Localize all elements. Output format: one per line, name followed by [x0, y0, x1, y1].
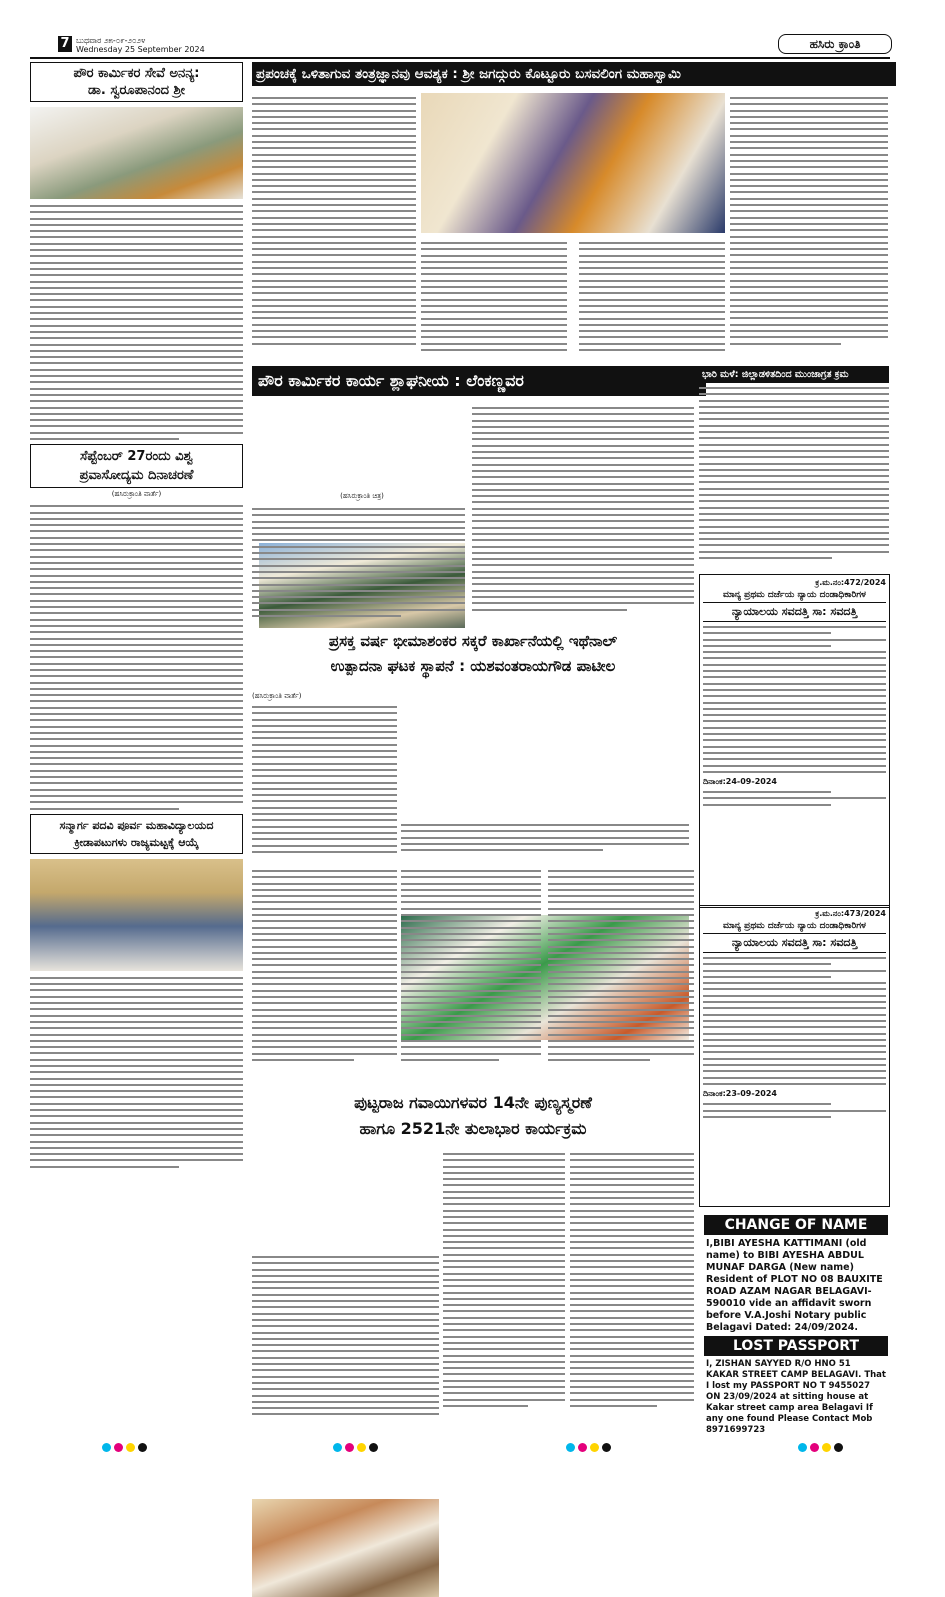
court-notice-2	[699, 905, 890, 1207]
left-headline-2-line2: ಪ್ರವಾಸೋದ್ಯಮ ದಿನಾಚರಣೆ	[79, 468, 194, 484]
left-headline-3-line2: ಕ್ರೀಡಾಪಟುಗಳು ರಾಜ್ಯಮಟ್ಟಕ್ಕೆ ಆಯ್ಕೆ	[74, 835, 199, 849]
photo-sports-students	[30, 859, 243, 971]
notice1-court: ಮಾನ್ಯ ಪ್ರಥಮ ದರ್ಜೆಯ ನ್ಯಾಯ ದಂಡಾಧಿಕಾರಿಗಳ	[723, 590, 866, 600]
left-article-3-body	[30, 977, 243, 1168]
top-article-col-2	[421, 238, 725, 358]
rain-article	[699, 366, 889, 571]
left-headline-3-line1: ಸನ್ಮಾರ್ಗ ಪದವಿ ಪೂರ್ವ ಮಹಾವಿದ್ಯಾಲಯದ	[59, 818, 214, 832]
left-headline-1	[30, 62, 243, 102]
left-article-1-body	[30, 205, 243, 440]
photo-caption-shlaghaneeya: (ಹಸಿರುಕ್ರಾಂತಿ ಚಿತ್ರ)	[340, 492, 384, 500]
left-article-2-body	[30, 505, 243, 809]
court-notice-1	[699, 574, 890, 908]
ethanol-body-3	[252, 866, 397, 1081]
headline-shlaghaneeya: ಪೌರ ಕಾರ್ಮಿಕರ ಕಾರ್ಯ ಶ್ಲಾಘನೀಯ : ಲೆಂಕಣ್ಣವರ	[252, 366, 706, 396]
registration-marks-center-right	[566, 1443, 611, 1452]
left-dateline-2: (ಹಸಿರುಕ್ರಾಂತಿ ವಾರ್ತೆ)	[111, 490, 162, 499]
headline-ethanol	[252, 627, 694, 687]
left-headline-1-line2: ಡಾ. ಸ್ವರೂಪಾನಂದ ಶ್ರೀ	[87, 83, 185, 98]
headline-ethanol-line2: ಉತ್ಪಾದನಾ ಘಟಕ ಸ್ಥಾಪನೆ : ಯಶವಂತರಾಯಗೌಡ ಪಾಟೀಲ	[330, 657, 616, 675]
shlaghaneeya-body-1	[252, 504, 465, 624]
change-of-name-notice	[704, 1215, 888, 1335]
left-column	[30, 62, 243, 1437]
header-rule	[30, 57, 890, 59]
shlaghaneeya-body-2	[472, 403, 694, 623]
lost-passport-body: I, ZISHAN SAYYED R/O HNO 51 KAKAR STREET CAMP BELAGAVI. That I lost my PASSPORT NO T 9455027 ON 23/09/2024 at sitting house at Kakar street camp area Belagavi If any one found Please Contact Mob 8971699723	[706, 1359, 886, 1435]
headline-ethanol-line1: ಪ್ರಸಕ್ತ ವರ್ಷ ಭೀಮಾಶಂಕರ ಸಕ್ಕರೆ ಕಾರ್ಖಾನೆಯಲ್ಲಿ ಇಥೆನಾಲ್	[328, 632, 618, 650]
page-number: 7	[58, 36, 72, 52]
rain-headline: ಭಾರಿ ಮಳೆ: ಜಿಲ್ಲಾಡಳಿತದಿಂದ ಮುಂಜಾಗ್ರತ ಕ್ರಮ	[699, 366, 889, 383]
lost-passport-title: LOST PASSPORT	[704, 1336, 888, 1356]
registration-marks-center	[333, 1443, 378, 1452]
notice2-date: ದಿನಾಂಕ:23-09-2024	[703, 1089, 777, 1099]
page-header	[0, 0, 945, 60]
left-headline-2	[30, 444, 243, 488]
notice1-title: ನ್ಯಾಯಾಲಯ ಸವದತ್ತಿ ಸಾ: ಸವದತ್ತಿ	[703, 602, 886, 622]
top-banner-headline: ಪ್ರಪಂಚಕ್ಕೆ ಒಳಿತಾಗುವ ತಂತ್ರಜ್ಞಾನವು ಆವಶ್ಯಕ : ಶ್ರೀ ಜಗದ್ಗುರು ಕೊಟ್ಟೂರು ಬಸವಲಿಂಗ ಮಹಾಸ್ವಾಮಿ	[252, 62, 896, 86]
punya-body-2	[443, 1149, 565, 1437]
lost-passport-notice	[704, 1336, 888, 1436]
headline-punyasmarane	[252, 1088, 694, 1148]
left-headline-2-line1: ಸೆಪ್ಟೆಂಬರ್ 27ರಂದು ವಿಶ್ವ	[79, 449, 193, 465]
punya-body-1	[252, 1252, 439, 1437]
notice2-number: ಕ್ರ.ಮ.ನಂ:473/2024	[815, 909, 886, 918]
date-english: Wednesday 25 September 2024	[76, 45, 205, 54]
headline-punyasmarane-line1: ಪುಟ್ಟರಾಜ ಗವಾಯಿಗಳವರ 14ನೇ ಪುಣ್ಯಸ್ಮರಣೆ	[354, 1093, 592, 1112]
change-of-name-title: CHANGE OF NAME	[704, 1215, 888, 1235]
photo-tulabhara	[252, 1499, 439, 1597]
top-article-col-3	[730, 93, 888, 358]
ethanol-body-4	[401, 866, 541, 1081]
change-of-name-body: I,BIBI AYESHA KATTIMANI (old name) to BIBI AYESHA ABDUL MUNAF DARGA (New name) Resident of PLOT NO 08 BAUXITE ROAD AZAM NAGAR BELAGAVI-590010 vide an affidavit sworn before V.A.Joshi Notary public Belagavi Dated: 24/09/2024.	[706, 1238, 883, 1333]
registration-marks-right	[798, 1443, 843, 1452]
photo-sanitation-event	[30, 107, 243, 199]
punya-body-3	[570, 1149, 694, 1437]
photo-technology-event	[421, 93, 725, 233]
registration-marks-left	[102, 1443, 147, 1452]
left-headline-1-line1: ಪೌರ ಕಾರ್ಮಿಕರ ಸೇವೆ ಅನನ್ಯ:	[73, 66, 200, 81]
headline-punyasmarane-line2: ಹಾಗೂ 2521ನೇ ತುಲಾಭಾರ ಕಾರ್ಯಕ್ರಮ	[359, 1119, 587, 1138]
notice2-court: ಮಾನ್ಯ ಪ್ರಥಮ ದರ್ಜೆಯ ನ್ಯಾಯ ದಂಡಾಧಿಕಾರಿಗಳ	[723, 921, 866, 931]
ethanol-body-2	[401, 820, 689, 862]
ethanol-body-5	[548, 866, 694, 1081]
dateline-ethanol: (ಹಸಿರುಕ್ರಾಂತಿ ವಾರ್ತೆ)	[252, 692, 302, 700]
notice1-number: ಕ್ರ.ಮ.ನಂ:472/2024	[815, 578, 886, 587]
left-headline-3	[30, 814, 243, 854]
ethanol-body-1	[252, 702, 397, 862]
notice2-title: ನ್ಯಾಯಾಲಯ ಸವದತ್ತಿ ಸಾ: ಸವದತ್ತಿ	[703, 933, 886, 953]
date-kannada: ಬುಧವಾರ ೨೫-೦೯-೨೦೨೪	[76, 36, 146, 45]
notice1-date: ದಿನಾಂಕ:24-09-2024	[703, 777, 777, 787]
top-article-col-1	[252, 93, 416, 355]
masthead: ಹಸಿರು ಕ್ರಾಂತಿ	[778, 34, 892, 54]
